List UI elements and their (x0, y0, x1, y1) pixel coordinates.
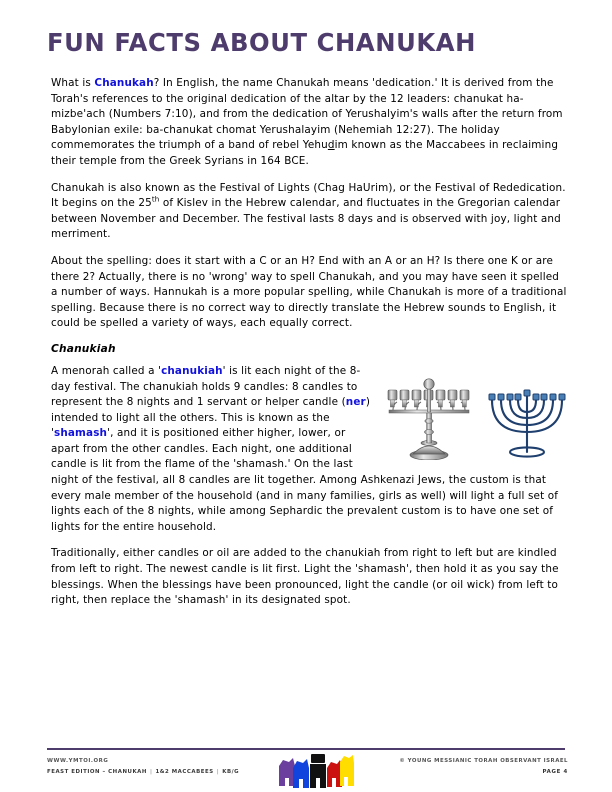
section-subheading: Chanukiah (51, 342, 116, 355)
footer-edition (47, 767, 239, 778)
footer-divider (47, 748, 565, 750)
footer-page-number: PAGE 4 (542, 768, 568, 775)
footer-right-block (399, 756, 568, 777)
ordinal-suffix: th (151, 194, 160, 204)
paragraph-4: A menorah called a 'chanukiah' is lit each night of the 8-day festival. The chanukiah holds 9 candles: 8 candles to represent the 8 nights and 1 servant or helper candle (ner) intended to light all the others. This is known as the 'shamash', and it is positioned either higher, lower, or apart from the other candles. Each night, one additional candle is lit from the flame of the 'shamash.' On the last night of the festival, all 8 candles are lit together. Among Ashkenazi Jews, the custom is that every male member of the household (and in many families, girls as well) will light a full set of lights each of the 8 nights, while among Sephardic the prevalent custom is to have one set of lights for the entire household. (51, 364, 559, 533)
page-footer (0, 752, 612, 792)
document-body (51, 76, 569, 620)
paragraph-1: What is Chanukah? In English, the name Chanukah means 'dedication.' It is derived from the Torah's references to the original dedication of the altar by the 12 leaders: chanukat ha-mizbe'ach (Numbers 7:10), and from the dedication of Yerushalyim's walls after the return from Babylonian exile: ba-chanukat chomat Yerushalayim (Nehemiah 12:27). The holiday commemorates the triumph of a band of rebel Yehudim known as the Maccabees in reclaiming their temple from the Greek Syrians in 164 BCE. (51, 77, 563, 167)
highlighted-term: ner (345, 396, 366, 409)
footer-separator: | (149, 768, 153, 775)
footer-separator: | (216, 768, 220, 775)
page-title: FUN FACTS ABOUT CHANUKAH (47, 28, 477, 57)
paragraph-3: About the spelling: does it start with a C or an H? End with an A or an H? Is there one K or are there 2? Actually, there is no 'wrong' way to spell Chanukah, and you may have seen it spelled a number of ways. Hannukah is a more popular spelling, while Chanukah is more of a traditional spelling. Because there is no correct way to directly translate the Hebrew sounds to English, it could be spelled a variety of ways, each equally correct. (51, 254, 567, 330)
footer-left-block (47, 756, 239, 777)
footer-edition-part: 1&2 MACCABEES (155, 768, 214, 775)
blue-menorah-image (487, 382, 567, 460)
footer-copyright: © YOUNG MESSIANIC TORAH OBSERVANT ISRAEL (399, 758, 568, 764)
paragraph-2: Chanukah is also known as the Festival of Lights (Chag HaUrim), or the Festival of Rededication. It begins on the 25th of Kislev in the Hebrew calendar, and fluctuates in the Gregorian calendar between November and December. The festival lasts 8 days and is observed with joy, light and merriment. (51, 181, 566, 241)
highlighted-term: Chanukah (94, 77, 154, 89)
highlighted-term: chanukiah (161, 364, 223, 377)
paragraph-5: Traditionally, either candles or oil are added to the chanukiah from right to left but are kindled from left to right. The newest candle is lit first. Light the 'shamash', then hold it as you say the blessings. When the blessings have been pronounced, light the candle (or oil wick) from left to right, then replace the 'shamash' in its designated spot. (51, 547, 559, 607)
footer-website[interactable]: WWW.YMTOI.ORG (47, 758, 109, 764)
footer-edition-part: KB/G (222, 768, 240, 775)
underlined-letter: d (327, 139, 335, 152)
footer-edition-part: FEAST EDITION – CHANUKAH (47, 768, 147, 775)
highlighted-term: shamash (54, 427, 108, 440)
ymtoi-logo-icon (277, 752, 355, 792)
menorah-figure-group (383, 366, 569, 462)
silver-menorah-image (383, 376, 475, 460)
